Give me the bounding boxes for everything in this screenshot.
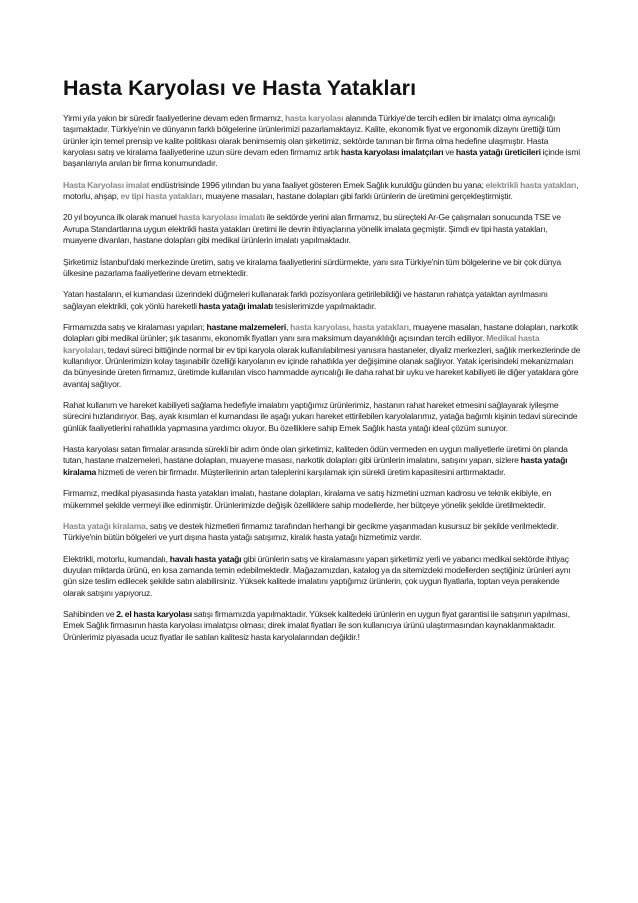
paragraph-4 [63,257,582,280]
text-run: Firmamız, medikal piyasasında hasta yatakları imalatı, hastane dolapları, kiralama ve satış hizmetini uzman kadrosu ve teknik ekibiyle, en mükemmel şekilde vermeyi ilke edinmiştir. Ürünlerimizde değişik özelliklere sahip modellerde, her bütçeye yönelik şekilde üretilmektedir. [63,488,552,510]
text-run: hizmeti de veren bir firmadır. Müşterilerinin artan taleplerini karşılamak için sürekli üretim kapasitesini arttırmaktadır. [96,466,506,477]
text-run: satışı firmamızda yapılmaktadır. Yüksek kalitedeki ürünlerin en uygun fiyat garantisi ile satışının yapılması, Emek Sağlık firmasının hasta karyolası imalatçısı olması; direk imalat fiyatları ile son kullanıcıya ürünü ulaştırmasından kaynaklanmaktadır. Ürünlerimiz piyasada ucuz fiyatlar ile satılan kalitesiz hasta karyolalarından değildir.! [63,609,570,642]
paragraph-9 [63,488,582,511]
text-run: , muayene masaları, hastane dolapları, narkotik dolapları gibi medikal ürünler; şık tasarımı, ekonomik fiyatları yanı sıra maksimum dayanıklılığı açısından tercih ediliyor. [63,322,578,344]
bold-keyword: 2. el hasta karyolası [116,609,192,620]
paragraph-1 [63,113,582,169]
keyword-link[interactable]: hasta karyolası [284,113,344,123]
text-run: Elektrikli, motorlu, kumandalı, [63,553,170,564]
bold-keyword: hasta karyolası imalatçıları [340,146,444,157]
text-run: alanında Türkiye'de tercih edilen bir imalatçı olma ayrıcalığı taşımaktadır. Türkiye'nin ve dünyanın farklı bölgelerine ürünlerimizi pazarlamaktayız. Kalite, ekonomik fiyat ve ergonomik dizaynı ürettiği tüm ürünler için temel prensip ve kalite politikası olarak benimsemiş olan şirketimiz, sektörde tanınan bir firma olma hedefine ulaşmıştır. Hasta karyolası satış ve kiralama faaliyetlerine uzun süre devam eden firmamız artık [63,113,561,157]
paragraph-7 [63,400,582,434]
text-run: , tedavi süreci bittiğinde normal bir ev tipi karyola olarak kullanılabilmesi yanısıra hastaneler, diyaliz merkezleri, sağlık merkezlerinde de kullanılıyor. Ürünlerimizin kolay taşınabilir özelliği karyolanın ev içinde rahatlıkla yer değişimine olanak sağlıyor. Yatak içerisindeki mekanizmaları da bünyesinde üreten firmamız, üretimde kullanılan visco hammadde ayrıcalığı ile daha rahat bir uyku ve hareket kabiliyeti ile diğer yataklara göre avantaj sağlıyor. [63,344,581,389]
paragraph-11 [63,554,582,599]
paragraph-12 [63,609,582,643]
keyword-link[interactable]: elektrikli hasta yatakları [485,179,577,190]
paragraph-10 [63,521,582,544]
keyword-link[interactable]: Hasta yatağı kiralama [63,521,146,531]
text-run: Şirketimiz İstanbul'daki merkezinde üretim, satış ve kiralama faaliyetlerini sürdürmekte, yanı sıra Türkiye'nin tüm bölgelerine ve bir çok dünya ülkesine pazarlama faaliyetlerine devam etmektedir. [63,256,561,278]
bold-keyword: hasta yatağı imalatı [198,300,273,311]
keyword-link[interactable]: ev tipi hasta yatakları [120,190,202,201]
page-title: Hasta Karyolası ve Hasta Yatakları [63,76,417,100]
text-run: Yirmi yıla yakın bir süredir faaliyetlerine devam eden firmamız, [63,113,285,123]
text-run: 20 yıl boyunca ilk olarak manuel [63,212,179,223]
text-run: Yatan hastaların, el kumandası üzerindeki düğmeleri kullanarak farklı pozisyonlara getirilebildiği ve hastanın rahatça yataktan ayrılmasını sağlayan elektrikli, çok yönlü hareketli [63,289,548,311]
bold-keyword: hasta yatağı üreticileri [455,146,541,157]
bold-keyword: hastane malzemeleri [206,322,287,333]
paragraph-8 [63,444,582,478]
text-run: Firmamızda satış ve kiralaması yapılan; [63,322,207,333]
bold-keyword: havalı hasta yatağı [169,553,242,564]
text-run: tesislerimizde yapılmaktadır. [272,300,377,311]
keyword-link[interactable]: Hasta Karyolası imalat [63,179,150,190]
text-run: gibi ürünlerin satış ve kiralamasını yapan şirketimiz yerli ve yabancı medikal sektörde ihtiyaç duyulan miktarda ürünü, en kısa zamanda temin edebilmektedir. Mağazamızdan, katalog ya da sitemizdeki modellerden seçtiğiniz ürünleri aynı gün size teslim edilecek şekilde satın alabilirsiniz. Yüksek kalitede imalatını yaptığımız ürünlerin, çok uygun fiyatlarla, toptan veya perakende olarak satışını yapıyoruz. [63,553,571,598]
text-run: , motorlu, ahşap, [63,179,579,201]
keyword-link[interactable]: hasta karyolası imalatı [178,212,265,223]
text-run: Sahibinden ve [63,609,117,620]
text-run: , [286,322,291,333]
paragraph-3 [63,212,582,246]
text-run: ile sektörde yerini alan firmamız, bu süreçteki Ar-Ge çalışmaları sonucunda TSE ve Avrupa Standartlarına uygun elektrikli hasta yatakları üretimi ile devrin ihtiyaçlarına yönelik imalata geçmiştir. Şimdi ev tipi hasta yatakları, muayene divanları, hastane dolapları gibi medikal ürünlerin imalatı yapılmaktadır. [63,212,561,246]
text-run: Rahat kullanım ve hareket kabiliyeti sağlama hedefiyle imalatını yaptığımız ürünlerimiz, hastanın rahat hareket etmesini sağlayarak iyileşme sürecini hızlandırıyor. Baş, ayak kısımları el kumandası ile aşağı yukarı hareket ettirilebilen karyolalarımız, yatağa bağımlı kişinin tedavi sürecinde günlük faaliyetlerini rahatlıkla yapmasına yardımcı oluyor. Bu özelliklere sahip Emek Sağlık hasta yatağı ideal çözüm sunuyor. [63,400,578,433]
text-run: ve [443,146,456,157]
text-run: içinde ismi başarılarıyla anılan bir firma konumundadır. [63,146,580,169]
paragraph-2 [63,180,582,203]
paragraph-5 [63,289,582,312]
paragraph-6 [63,322,582,390]
article-body [63,113,582,643]
text-run: Hasta karyolası satan firmalar arasında sürekli bir adım önde olan şirketimiz, kaliteden ödün vermeden en uygun maliyetlerle üretimi ön planda tutan, hastane malzemeleri, hastane dolapları, muayene masası, narkotik dolapları gibi ürünlerin imalatını, satışını yapan, sizlere [63,444,568,466]
bold-keyword: hasta yatağı kiralama [63,455,568,477]
keyword-link[interactable]: Medikal hasta karyolaları [63,333,540,355]
text-run: endüstrisinde 1996 yılından bu yana faaliyet gösteren Emek Sağlık kuruldğu günden bu yana; [149,179,486,190]
text-run: , muayene masaları, hastane dolapları gibi farklı ürünlerin de üretimini gerçekleştirmiştir. [201,190,513,201]
text-run: , satış ve destek hizmetleri firmamız tarafından herhangi bir gecikme yaşanmadan kusursuz bir şekilde verilmektedir. Türkiye'nin bütün bölgeleri ve yurt dışına hasta yatağı satışımız, kiralık hasta yatağı hizmetimiz vardır. [63,521,559,543]
keyword-link[interactable]: hasta karyolası, hasta yatakları [290,322,409,333]
